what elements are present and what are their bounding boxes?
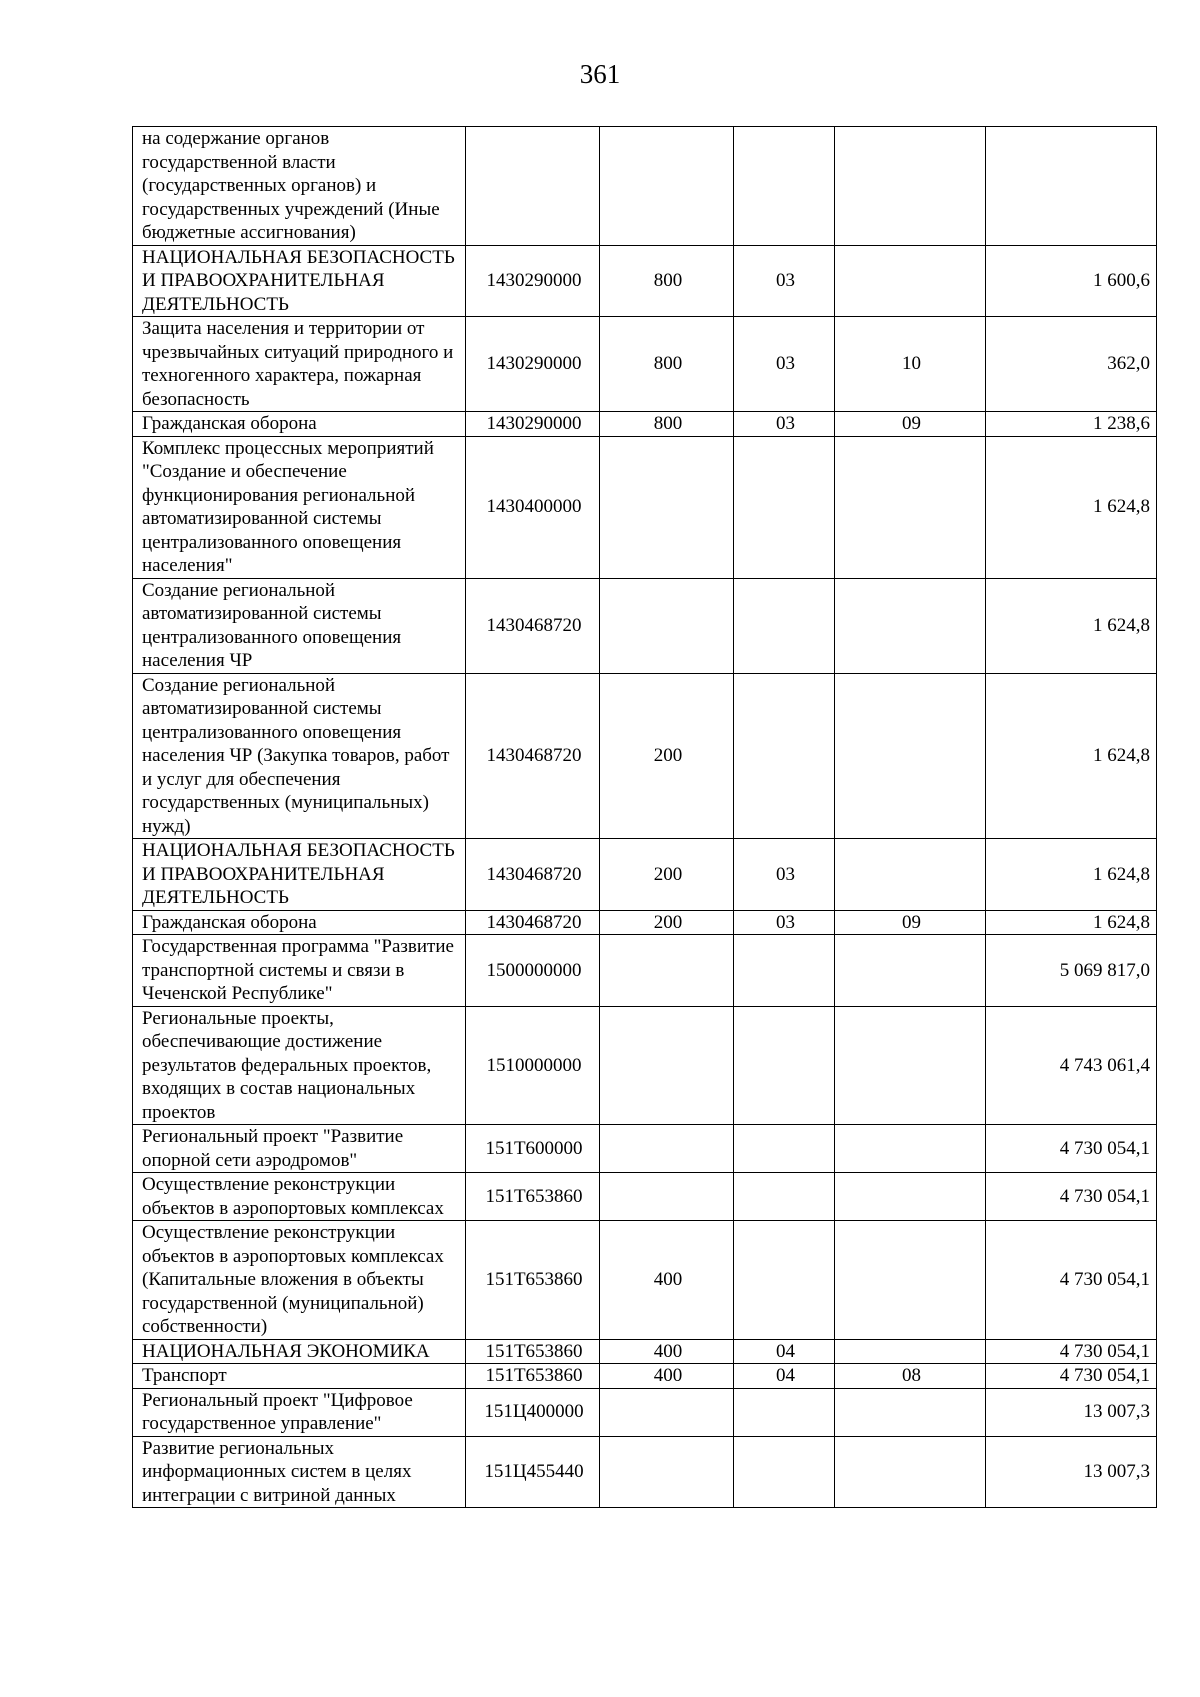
table-row [133,317,1157,412]
row-expense-type-cell [600,935,734,1007]
row-subsection-cell: 08 [835,1364,986,1389]
row-expense-type-cell: 200 [600,839,734,911]
row-amount-cell [986,127,1157,246]
row-expense-type-cell: 800 [600,412,734,437]
row-amount-cell: 4 730 054,1 [986,1125,1157,1173]
row-name-cell: Транспорт [133,1364,466,1389]
table-row [133,436,1157,578]
row-code-cell: 1430468720 [466,839,600,911]
row-code-cell: 1430468720 [466,578,600,673]
row-expense-type-cell: 400 [600,1221,734,1340]
row-section-cell [734,127,835,246]
row-section-cell: 03 [734,245,835,317]
row-section-cell: 04 [734,1364,835,1389]
row-amount-cell: 362,0 [986,317,1157,412]
row-section-cell [734,1436,835,1508]
row-code-cell: 1430400000 [466,436,600,578]
row-expense-type-cell [600,1436,734,1508]
row-expense-type-cell [600,1125,734,1173]
row-code-cell [466,127,600,246]
row-section-cell: 03 [734,910,835,935]
row-subsection-cell [835,1125,986,1173]
table-row [133,578,1157,673]
row-expense-type-cell: 400 [600,1339,734,1364]
row-amount-cell: 1 624,8 [986,436,1157,578]
row-code-cell: 151Т600000 [466,1125,600,1173]
row-expense-type-cell: 200 [600,673,734,839]
row-subsection-cell [835,436,986,578]
row-expense-type-cell [600,436,734,578]
row-subsection-cell [835,127,986,246]
row-code-cell: 1510000000 [466,1006,600,1125]
row-section-cell [734,578,835,673]
row-name-cell: Создание региональной автоматизированной системы централизованного оповещения населения ЧР (Закупка товаров, работ и услуг для обеспечения государственных (муниципальных) нужд) [133,673,466,839]
row-code-cell: 151Ц400000 [466,1388,600,1436]
row-name-cell: Защита населения и территории от чрезвычайных ситуаций природного и техногенного характера, пожарная безопасность [133,317,466,412]
row-subsection-cell [835,935,986,1007]
row-subsection-cell [835,673,986,839]
row-name-cell: Осуществление реконструкции объектов в аэропортовых комплексах [133,1173,466,1221]
table-row [133,1006,1157,1125]
row-amount-cell: 1 238,6 [986,412,1157,437]
row-code-cell: 1430290000 [466,412,600,437]
row-section-cell [734,1221,835,1340]
row-name-cell: Создание региональной автоматизированной системы централизованного оповещения населения ЧР [133,578,466,673]
row-amount-cell: 4 730 054,1 [986,1173,1157,1221]
table-row [133,1125,1157,1173]
row-name-cell: НАЦИОНАЛЬНАЯ ЭКОНОМИКА [133,1339,466,1364]
budget-table [132,126,1157,1508]
row-subsection-cell [835,578,986,673]
row-section-cell: 03 [734,839,835,911]
row-subsection-cell: 09 [835,412,986,437]
row-expense-type-cell [600,127,734,246]
row-section-cell: 04 [734,1339,835,1364]
row-code-cell: 1430290000 [466,245,600,317]
row-name-cell: НАЦИОНАЛЬНАЯ БЕЗОПАСНОСТЬ И ПРАВООХРАНИТЕЛЬНАЯ ДЕЯТЕЛЬНОСТЬ [133,839,466,911]
row-amount-cell: 4 730 054,1 [986,1221,1157,1340]
table-row [133,1436,1157,1508]
row-subsection-cell: 10 [835,317,986,412]
row-code-cell: 1430468720 [466,910,600,935]
row-code-cell: 151Т653860 [466,1364,600,1389]
row-subsection-cell [835,1388,986,1436]
row-amount-cell: 5 069 817,0 [986,935,1157,1007]
row-amount-cell: 13 007,3 [986,1388,1157,1436]
row-expense-type-cell [600,1006,734,1125]
row-name-cell: НАЦИОНАЛЬНАЯ БЕЗОПАСНОСТЬ И ПРАВООХРАНИТЕЛЬНАЯ ДЕЯТЕЛЬНОСТЬ [133,245,466,317]
table-row [133,935,1157,1007]
row-section-cell [734,673,835,839]
row-name-cell: Гражданская оборона [133,412,466,437]
row-section-cell [734,436,835,578]
row-subsection-cell [835,1339,986,1364]
row-amount-cell: 4 730 054,1 [986,1364,1157,1389]
row-code-cell: 151Т653860 [466,1221,600,1340]
table-body [133,127,1157,1508]
table-row [133,839,1157,911]
row-amount-cell: 1 624,8 [986,910,1157,935]
row-subsection-cell [835,1436,986,1508]
row-expense-type-cell: 800 [600,245,734,317]
row-section-cell: 03 [734,412,835,437]
row-code-cell: 1500000000 [466,935,600,1007]
row-name-cell: Осуществление реконструкции объектов в аэропортовых комплексах (Капитальные вложения в объекты государственной (муниципальной) собственности) [133,1221,466,1340]
row-amount-cell: 4 730 054,1 [986,1339,1157,1364]
row-subsection-cell [835,839,986,911]
row-section-cell [734,1388,835,1436]
row-expense-type-cell: 400 [600,1364,734,1389]
row-amount-cell: 1 624,8 [986,578,1157,673]
table-row [133,127,1157,246]
table-row [133,1173,1157,1221]
row-name-cell: Региональный проект "Цифровое государственное управление" [133,1388,466,1436]
row-expense-type-cell [600,1388,734,1436]
row-subsection-cell [835,1006,986,1125]
row-code-cell: 1430290000 [466,317,600,412]
row-subsection-cell [835,1221,986,1340]
row-name-cell: Региональные проекты, обеспечивающие достижение результатов федеральных проектов, входящих в состав национальных проектов [133,1006,466,1125]
table-row [133,1339,1157,1364]
row-amount-cell: 13 007,3 [986,1436,1157,1508]
table-row [133,673,1157,839]
table-row [133,1388,1157,1436]
row-section-cell [734,1125,835,1173]
row-name-cell: Комплекс процессных мероприятий "Создание и обеспечение функционирования региональной автоматизированной системы централизованного оповещения населения" [133,436,466,578]
row-amount-cell: 1 624,8 [986,673,1157,839]
table-row [133,1364,1157,1389]
row-name-cell: Гражданская оборона [133,910,466,935]
row-expense-type-cell: 800 [600,317,734,412]
page-number: 361 [579,59,621,89]
table-row [133,1221,1157,1340]
row-expense-type-cell: 200 [600,910,734,935]
row-code-cell: 151Т653860 [466,1173,600,1221]
row-name-cell: на содержание органов государственной власти (государственных органов) и государственных учреждений (Иные бюджетные ассигнования) [133,127,466,246]
row-code-cell: 151Ц455440 [466,1436,600,1508]
row-expense-type-cell [600,1173,734,1221]
row-name-cell: Государственная программа "Развитие транспортной системы и связи в Чеченской Республике" [133,935,466,1007]
row-subsection-cell [835,1173,986,1221]
table-row [133,412,1157,437]
row-amount-cell: 1 600,6 [986,245,1157,317]
row-name-cell: Региональный проект "Развитие опорной сети аэродромов" [133,1125,466,1173]
row-section-cell [734,1173,835,1221]
table-row [133,245,1157,317]
row-code-cell: 151Т653860 [466,1339,600,1364]
row-subsection-cell: 09 [835,910,986,935]
row-section-cell: 03 [734,317,835,412]
row-section-cell [734,935,835,1007]
row-expense-type-cell [600,578,734,673]
table-row [133,910,1157,935]
row-section-cell [734,1006,835,1125]
row-amount-cell: 1 624,8 [986,839,1157,911]
row-code-cell: 1430468720 [466,673,600,839]
row-amount-cell: 4 743 061,4 [986,1006,1157,1125]
row-subsection-cell [835,245,986,317]
row-name-cell: Развитие региональных информационных систем в целях интеграции с витриной данных [133,1436,466,1508]
